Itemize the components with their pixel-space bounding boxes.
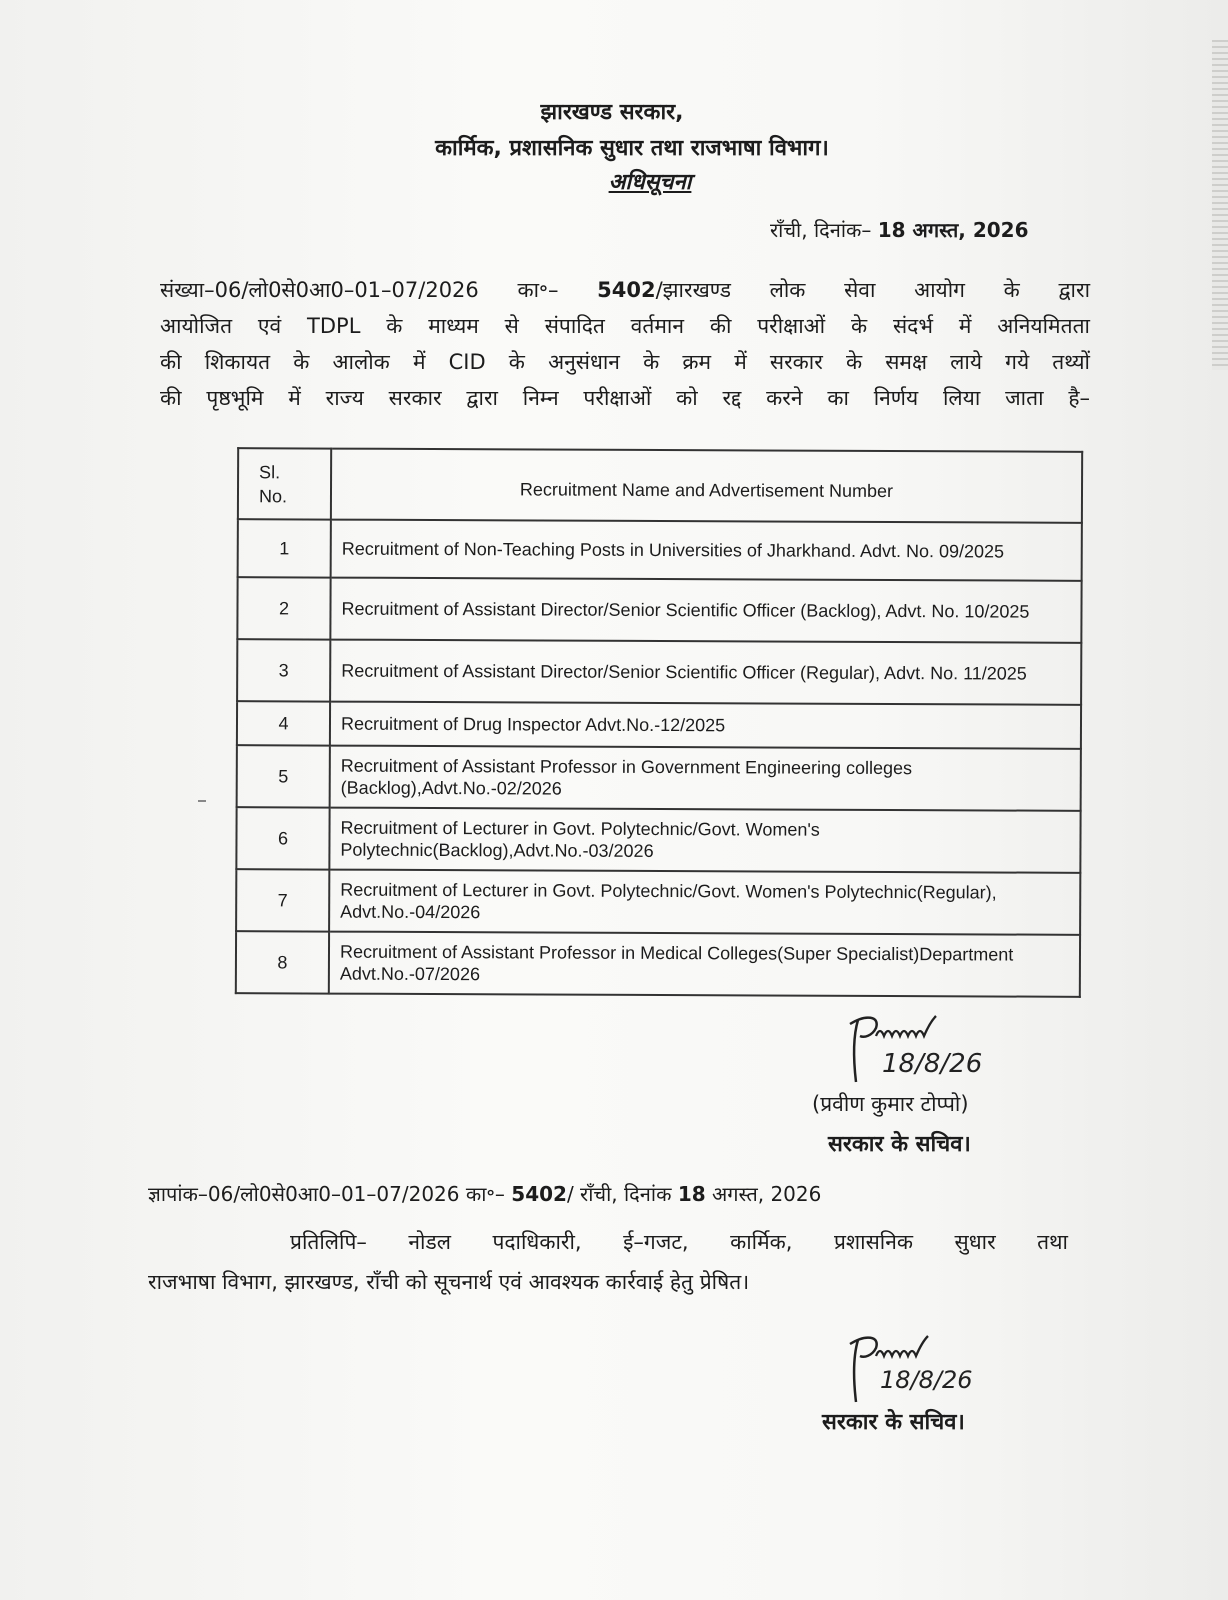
header-sl-text: Sl. [259, 461, 281, 482]
signature-date: 18/8/26 [880, 1366, 973, 1394]
table-header-row [238, 448, 1082, 523]
notification-paragraph [160, 272, 1090, 416]
row-number: 8 [236, 931, 329, 993]
row-number: 7 [236, 869, 329, 931]
row-number: 1 [238, 519, 331, 577]
memo-place: / राँची, दिनांक [566, 1182, 678, 1206]
dateline-date: 18 अगस्त, 2026 [877, 218, 1029, 242]
dateline-prefix: राँची, दिनांक– [770, 218, 878, 242]
table-row [237, 639, 1081, 705]
header-notification-title: अधिसूचना [608, 170, 692, 195]
memo-number: 5402 [511, 1182, 567, 1206]
table-row [237, 701, 1081, 749]
signature-date: 18/8/26 [882, 1049, 983, 1079]
notification-ref: संख्या–06/लो0से0आ0–01–07/2026 का॰– [160, 278, 598, 302]
memo-ref: ज्ञापांक–06/लो0से0आ0–01–07/2026 का॰– [148, 1182, 512, 1206]
margin-mark [198, 800, 206, 802]
header-no-text: No. [258, 485, 288, 506]
header-sl-no [238, 448, 331, 519]
row-recruitment: Recruitment of Lecturer in Govt. Polytechnic/Govt. Women's Polytechnic(Backlog),Advt.No.-03/2026 [329, 808, 1080, 873]
table-row [237, 745, 1081, 811]
handwritten-signature-2 [846, 1330, 996, 1405]
signatory-designation: सरकार के सचिव। [828, 1132, 971, 1157]
header-department: कार्मिक, प्रशासनिक सुधार तथा राजभाषा विभाग। [435, 136, 829, 161]
row-recruitment: Recruitment of Assistant Director/Senior Scientific Officer (Backlog), Advt. No. 10/2025 [330, 578, 1081, 643]
notification-line-1-rest: /झारखण्ड लोक सेवा आयोग के द्वारा [655, 278, 1091, 302]
notification-line-4: की पृष्ठभूमि में राज्य सरकार द्वारा निम्न परीक्षाओं को रद्द करने का निर्णय लिया जाता है– [160, 386, 1090, 410]
header-government: झारखण्ड सरकार, [540, 100, 684, 125]
notification-number: 5402 [597, 278, 656, 302]
row-number: 2 [237, 577, 330, 639]
row-recruitment: Recruitment of Assistant Professor in Medical Colleges(Super Specialist)Department Advt.No.-07/2026 [329, 932, 1080, 997]
row-number: 4 [237, 701, 330, 745]
copy-to-paragraph [148, 1222, 1068, 1302]
copy-line-1: प्रतिलिपि– नोडल पदाधिकारी, ई–गजट, कार्मिक, प्रशासनिक सुधार तथा [290, 1230, 1068, 1254]
memo-date-rest: अगस्त, 2026 [705, 1182, 822, 1206]
row-number: 5 [237, 745, 330, 807]
table-row [237, 577, 1081, 643]
row-number: 6 [236, 807, 329, 869]
table-row [236, 869, 1080, 935]
notification-line-1 [160, 272, 1090, 308]
dateline [770, 216, 1029, 243]
row-recruitment: Recruitment of Assistant Director/Senior Scientific Officer (Regular), Advt. No. 11/2025 [330, 640, 1081, 705]
handwritten-signature-1 [846, 1010, 996, 1085]
recruitment-table [235, 447, 1083, 998]
row-recruitment: Recruitment of Drug Inspector Advt.No.-12/2025 [330, 702, 1081, 749]
table-row [236, 807, 1080, 873]
row-number: 3 [237, 639, 330, 701]
signatory-designation-2: सरकार के सचिव। [822, 1410, 965, 1435]
table-row [236, 931, 1080, 997]
header-recruitment-name: Recruitment Name and Advertisement Number [331, 449, 1082, 523]
row-recruitment: Recruitment of Non-Teaching Posts in Universities of Jharkhand. Advt. No. 09/2025 [331, 520, 1082, 581]
page-edge-shadow [1212, 40, 1228, 370]
memo-line [148, 1180, 821, 1207]
memo-day: 18 [677, 1182, 706, 1206]
row-recruitment: Recruitment of Assistant Professor in Government Engineering colleges (Backlog),Advt.No.-02/2026 [330, 746, 1081, 811]
notification-line-2: आयोजित एवं TDPL के माध्यम से संपादित वर्तमान की परीक्षाओं के संदर्भ में अनियमितता [160, 314, 1090, 338]
row-recruitment: Recruitment of Lecturer in Govt. Polytechnic/Govt. Women's Polytechnic(Regular), Advt.No.-04/2026 [329, 870, 1080, 935]
notification-line-3: की शिकायत के आलोक में CID के अनुसंधान के क्रम में सरकार के समक्ष लाये गये तथ्यों [160, 350, 1090, 374]
signatory-name: (प्रवीण कुमार टोप्पो) [812, 1092, 969, 1116]
table-row [238, 519, 1082, 581]
copy-line-2: राजभाषा विभाग, झारखण्ड, राँची को सूचनार्थ एवं आवश्यक कार्रवाई हेतु प्रेषित। [148, 1270, 750, 1294]
